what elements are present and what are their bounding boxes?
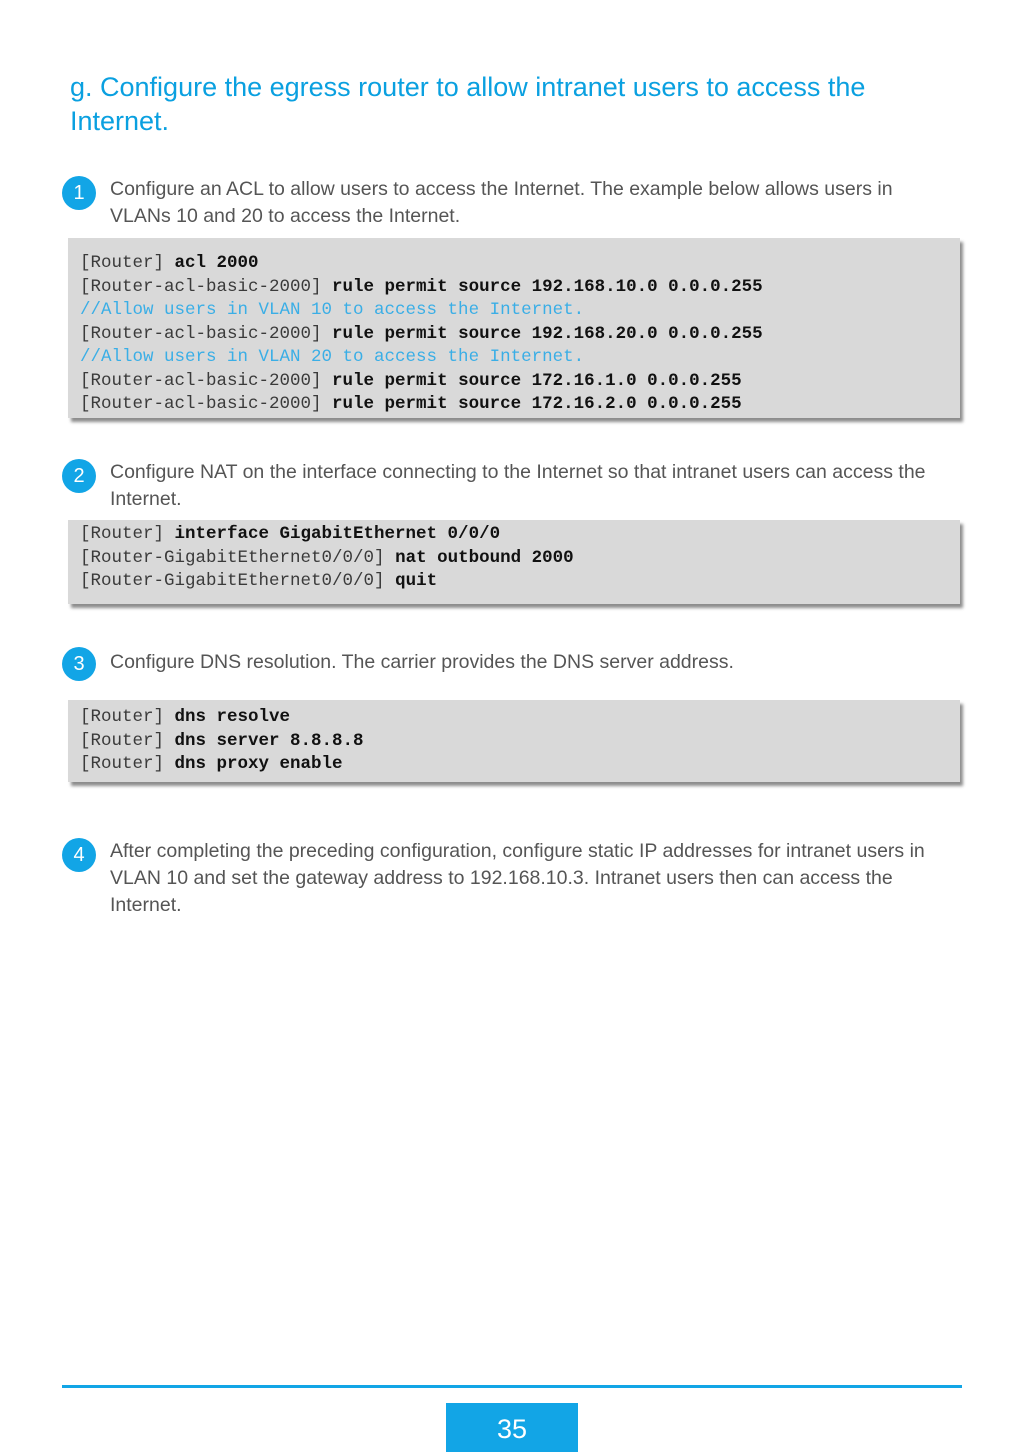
- code-block-acl: [68, 238, 960, 418]
- code-line: [80, 547, 960, 571]
- page-title: g. Configure the egress router to allow intranet users to access the Internet.: [70, 72, 866, 136]
- code-prompt: [Router-acl-basic-2000]: [80, 394, 333, 414]
- code-prompt: [Router-GigabitEthernet0/0/0]: [80, 547, 396, 568]
- code-line: [80, 370, 960, 394]
- code-prompt: [Router-acl-basic-2000]: [80, 276, 333, 297]
- code-prompt: [Router]: [80, 253, 175, 273]
- code-command: nat outbound 2000: [395, 547, 574, 568]
- code-prompt: [Router]: [80, 524, 175, 544]
- code-block-nat: [68, 520, 960, 604]
- code-command: rule permit source 192.168.10.0 0.0.0.255: [332, 276, 763, 297]
- code-line: [80, 753, 960, 777]
- code-line: [80, 393, 960, 417]
- code-command: interface GigabitEthernet 0/0/0: [174, 524, 501, 544]
- step-number-badge: 1: [62, 176, 96, 210]
- step-text: After completing the preceding configuration, configure static IP addresses for intranet users in VLAN 10 and set the gateway address to 192.168.10.3. Intranet users then can access the Internet.: [110, 840, 925, 916]
- code-line: [80, 570, 960, 594]
- code-line: [80, 706, 960, 730]
- step-number-badge: 3: [62, 647, 96, 681]
- code-command: dns proxy enable: [174, 754, 343, 774]
- code-prompt: [Router]: [80, 754, 175, 774]
- code-line: [80, 276, 960, 300]
- footer-divider: [62, 1385, 962, 1388]
- code-prompt: [Router-acl-basic-2000]: [80, 370, 333, 391]
- code-line: [80, 730, 960, 754]
- code-prompt: [Router]: [80, 707, 175, 727]
- code-command: rule permit source 172.16.1.0 0.0.0.255: [332, 370, 742, 391]
- code-prompt: [Router-GigabitEthernet0/0/0]: [80, 571, 396, 591]
- code-command: dns server 8.8.8.8: [174, 730, 364, 751]
- code-command: rule permit source 172.16.2.0 0.0.0.255: [332, 394, 742, 414]
- step-text: Configure DNS resolution. The carrier provides the DNS server address.: [110, 651, 734, 673]
- code-prompt: [Router-acl-basic-2000]: [80, 323, 333, 344]
- step-text: Configure NAT on the interface connecting to the Internet so that intranet users can access the Internet.: [110, 461, 926, 510]
- code-command: acl 2000: [174, 253, 259, 273]
- code-comment: //Allow users in VLAN 20 to access the Internet.: [80, 347, 585, 367]
- code-prompt: [Router]: [80, 730, 175, 751]
- code-command: dns resolve: [174, 707, 291, 727]
- code-line: [80, 252, 960, 276]
- code-line: [80, 523, 960, 547]
- code-comment: //Allow users in VLAN 10 to access the Internet.: [80, 300, 585, 320]
- code-command: quit: [395, 571, 438, 591]
- code-line: [80, 323, 960, 347]
- step-text: Configure an ACL to allow users to access the Internet. The example below allows users in VLANs 10 and 20 to access the Internet.: [110, 178, 893, 227]
- step-number-badge: 4: [62, 838, 96, 872]
- code-command: rule permit source 192.168.20.0 0.0.0.255: [332, 323, 763, 344]
- page-number: 35: [446, 1403, 578, 1452]
- step-number-badge: 2: [62, 459, 96, 493]
- code-block-dns: [68, 700, 960, 782]
